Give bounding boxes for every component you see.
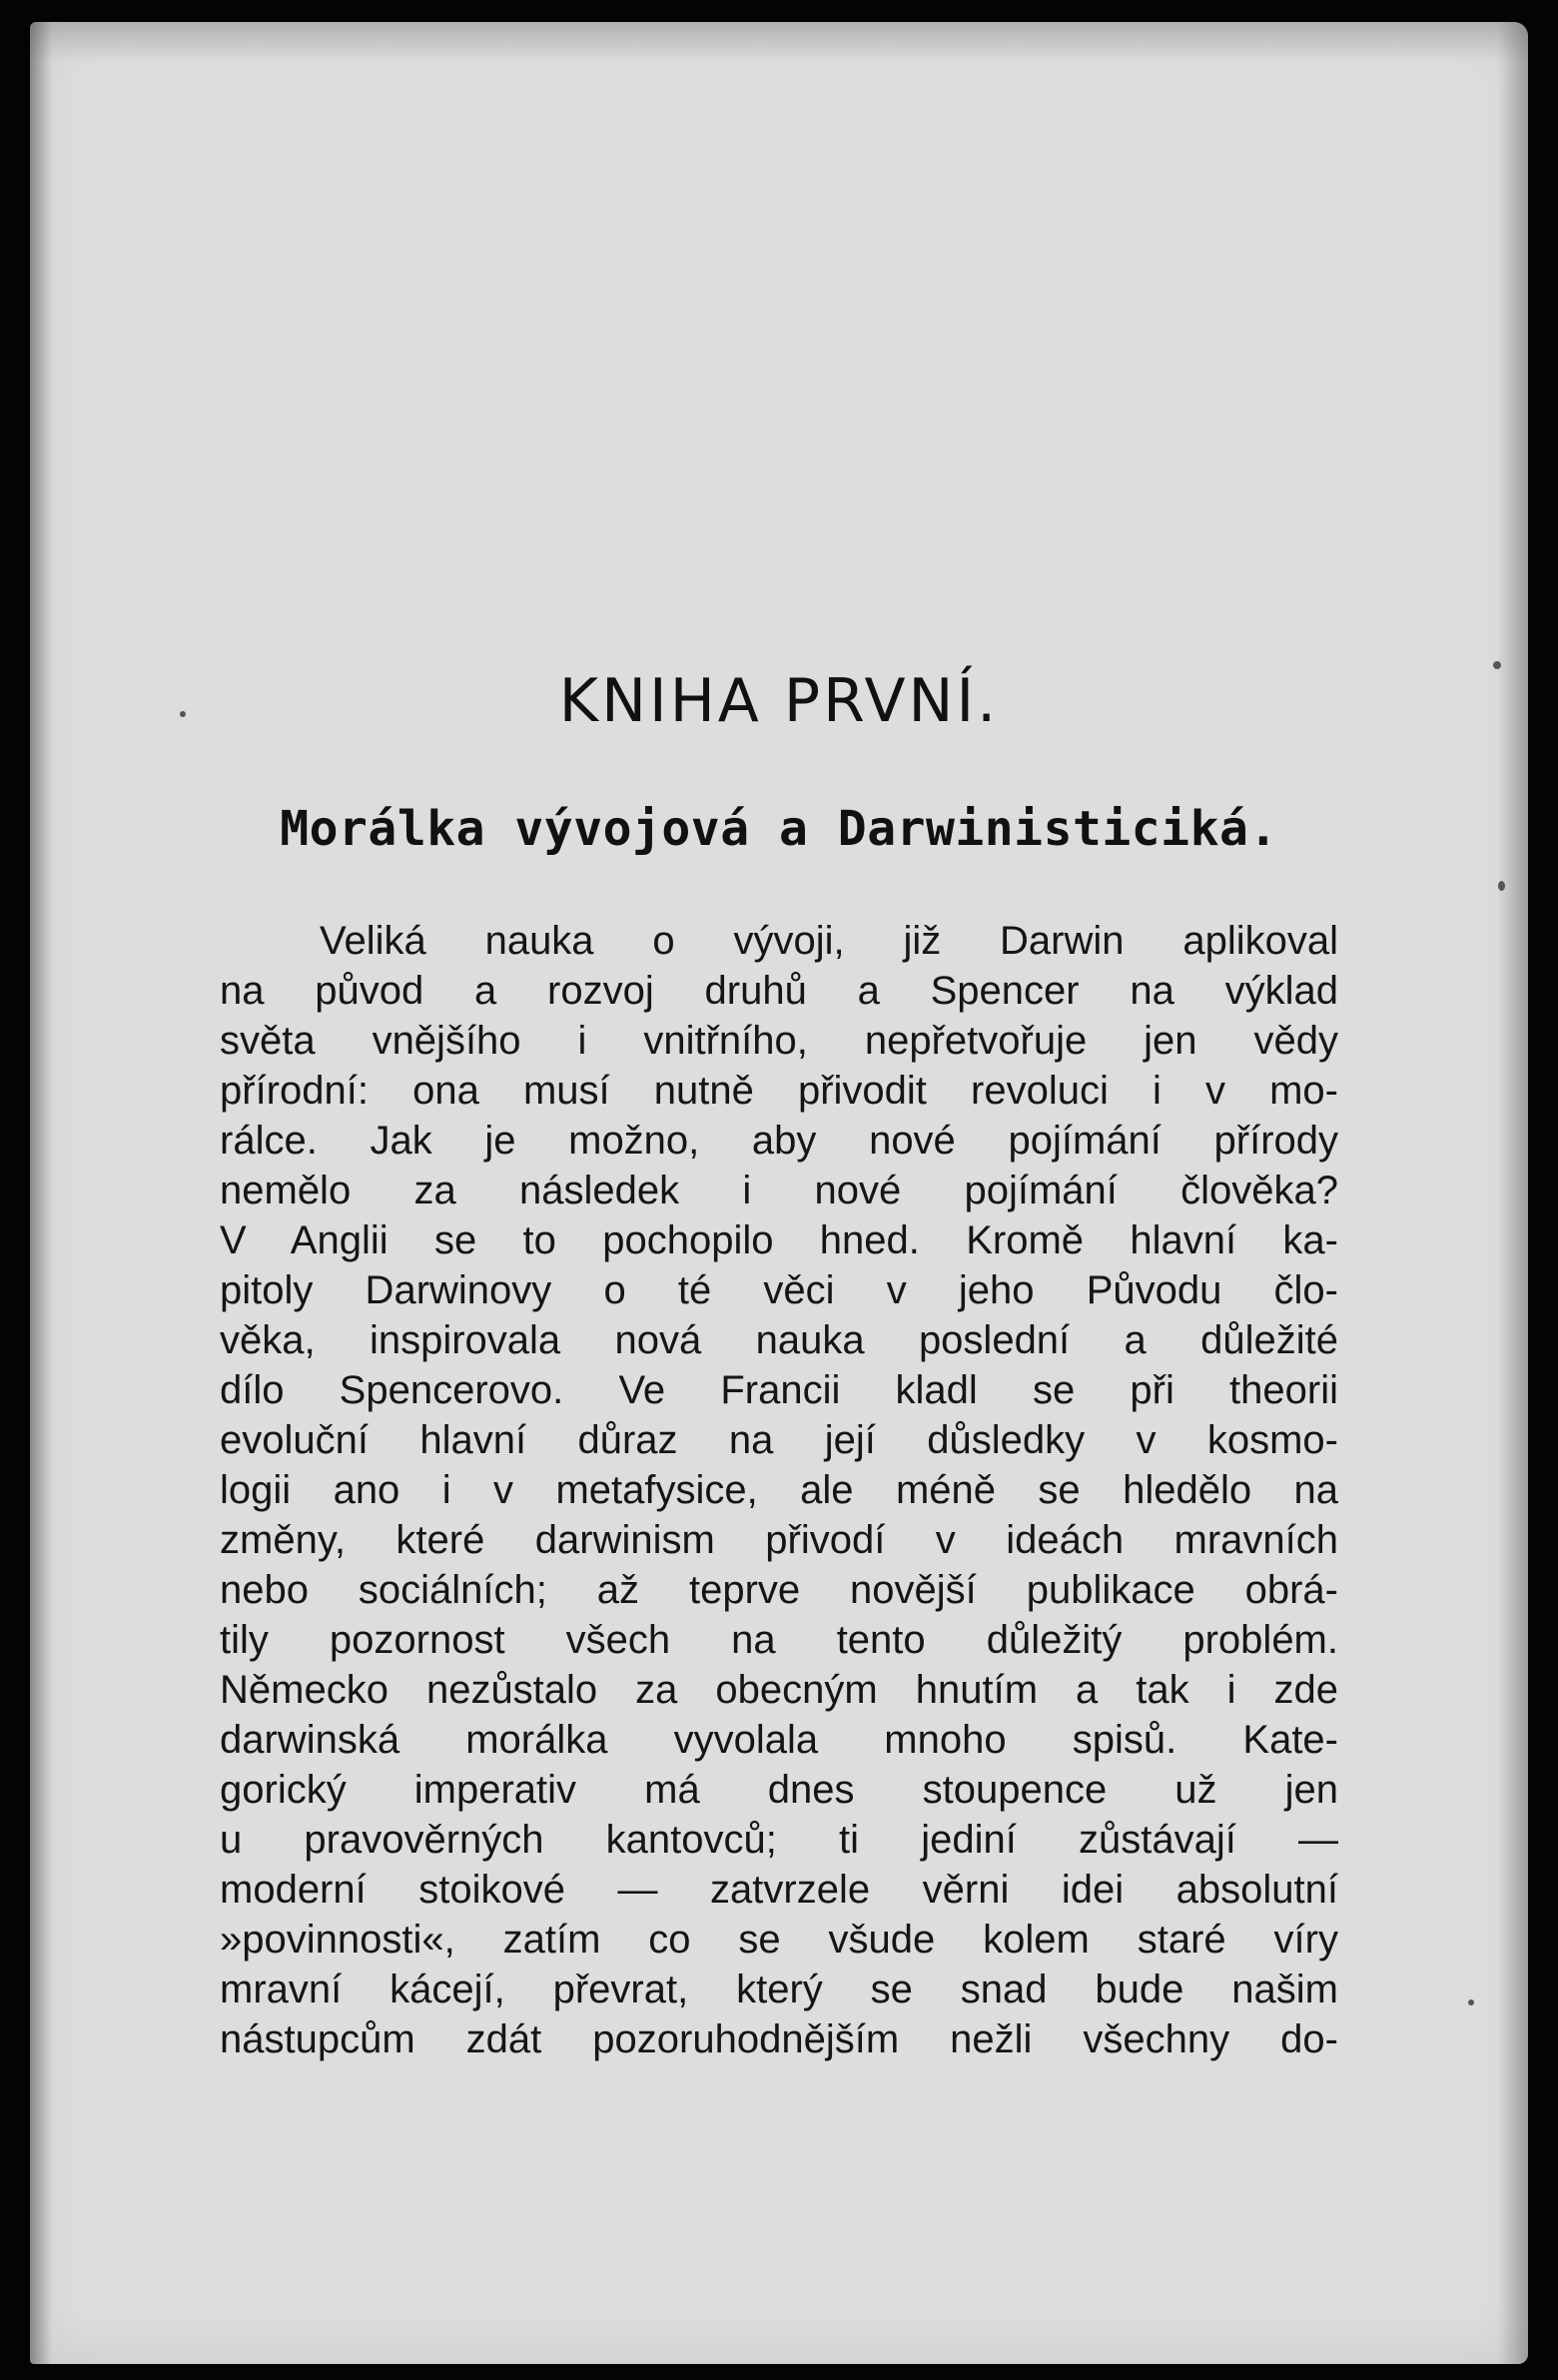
spine-shadow (30, 22, 52, 2364)
print-speck (1498, 881, 1505, 891)
page-edge-right (1498, 22, 1528, 2364)
text-line: rálce. Jak je možno, aby nové pojímání přírody (220, 1119, 1338, 1163)
chapter-title: Morálka vývojová a Darwinisticiká. (280, 801, 1278, 857)
text-line: pitoly Darwinovy o té věci v jeho Původu člo- (220, 1268, 1338, 1312)
text-line: mravní kácejí, převrat, který se snad bude našim (220, 1968, 1338, 2011)
text-line: Německo nezůstalo za obecným hnutím a tak i zde (220, 1668, 1338, 1712)
page-edge-top (30, 22, 1528, 62)
print-speck (1468, 1999, 1474, 2005)
text-line: na původ a rozvoj druhů a Spencer na výklad (220, 969, 1338, 1013)
text-line: tily pozornost všech na tento důležitý problém. (220, 1618, 1338, 1662)
book-page (30, 22, 1528, 2364)
text-line: nástupcům zdát pozoruhodnějším nežli všechny do- (220, 2017, 1338, 2061)
text-line: dílo Spencerovo. Ve Francii kladl se při theorii (220, 1368, 1338, 1412)
text-line: »povinnosti«, zatím co se všude kolem staré víry (220, 1918, 1338, 1962)
text-line: světa vnějšího i vnitřního, nepřetvořuje jen vědy (220, 1019, 1338, 1063)
text-line: nebo sociálních; až teprve novější publikace obrá- (220, 1568, 1338, 1612)
book-heading: KNIHA PRVNÍ. (558, 666, 1000, 736)
text-line: moderní stoikové — zatvrzele věrni idei absolutní (220, 1868, 1338, 1912)
text-line: u pravověrných kantovců; ti jediní zůstávají — (220, 1818, 1338, 1862)
text-line: V Anglii se to pochopilo hned. Kromě hlavní ka- (220, 1218, 1338, 1262)
text-line: nemělo za následek i nové pojímání člověka? (220, 1169, 1338, 1212)
text-line: změny, které darwinism přivodí v ideách mravních (220, 1518, 1338, 1562)
text-line: přírodní: ona musí nutně přivodit revoluci i v mo- (220, 1069, 1338, 1113)
body-paragraph (220, 916, 1338, 2064)
text-line: logii ano i v metafysice, ale méně se hledělo na (220, 1468, 1338, 1512)
text-line: věka, inspirovala nová nauka poslední a důležité (220, 1318, 1338, 1362)
text-line: gorický imperativ má dnes stoupence už jen (220, 1768, 1338, 1812)
text-line: Veliká nauka o vývoji, již Darwin aplikoval (320, 919, 1338, 963)
text-line: darwinská morálka vyvolala mnoho spisů. Kate- (220, 1718, 1338, 1762)
text-line: evoluční hlavní důraz na její důsledky v kosmo- (220, 1418, 1338, 1462)
